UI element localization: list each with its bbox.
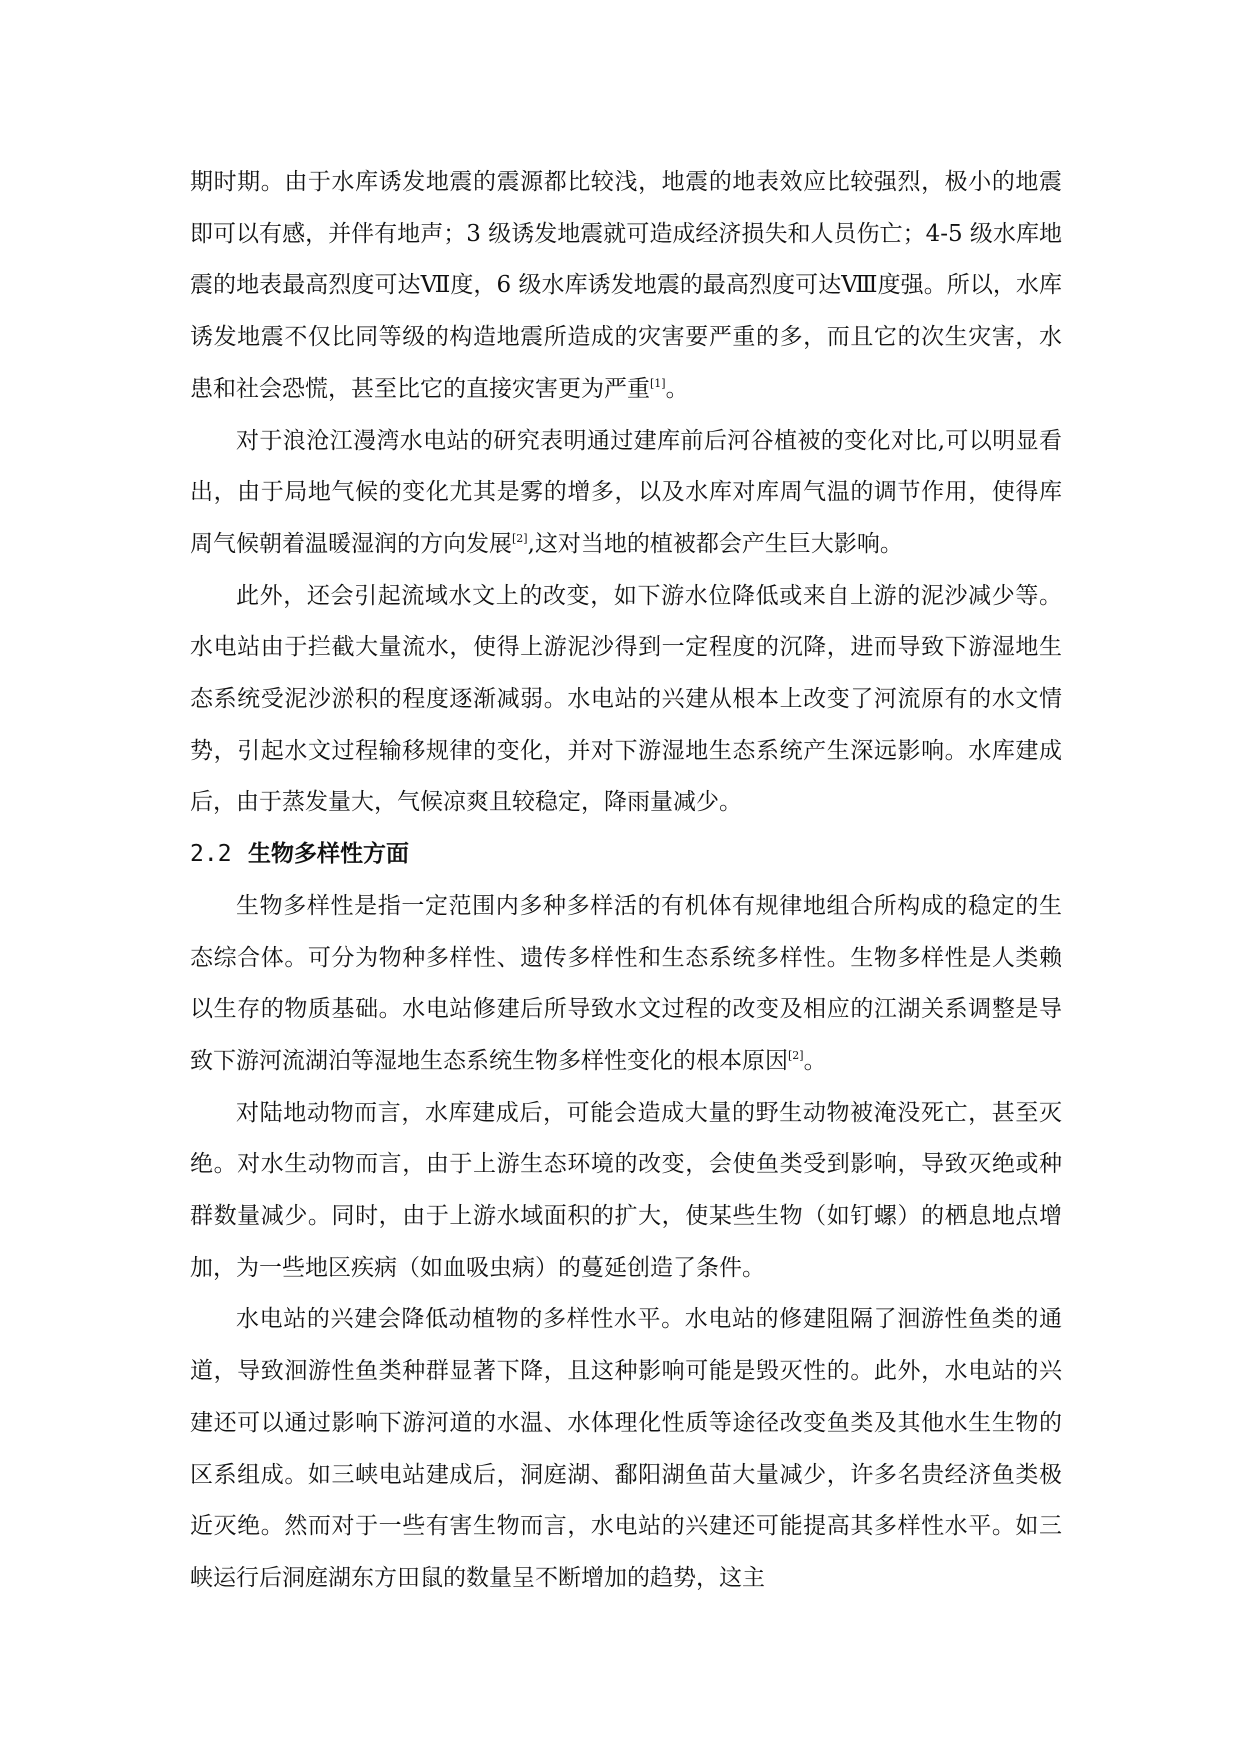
paragraph-text: 对陆地动物而言，水库建成后，可能会造成大量的野生动物被淹没死亡，甚至灭绝。对水生动物而言，由于上游生态环境的改变，会使鱼类受到影响，导致灭绝或种群数量减少。同时，由于上游水域面积的扩大，使某些生物（如钉螺）的栖息地点增加，为一些地区疾病（如血吸虫病）的蔓延创造了条件。 [190, 1099, 1062, 1281]
paragraph-text: 水电站的兴建会降低动植物的多样性水平。水电站的修建阻隔了洄游性鱼类的通道，导致洄游性鱼类种群显著下降，且这种影响可能是毁灭性的。此外，水电站的兴建还可以通过影响下游河道的水温、水体理化性质等途径改变鱼类及其他水生生物的区系组成。如三峡电站建成后，洞庭湖、鄱阳湖鱼苗大量减少，许多名贵经济鱼类极近灭绝。然而对于一些有害生物而言，水电站的兴建还可能提高其多样性水平。如三峡运行后洞庭湖东方田鼠的数量呈不断增加的趋势，这主 [190, 1306, 1062, 1591]
paragraph-tail: 。 [665, 375, 689, 402]
paragraph [190, 571, 1062, 830]
paragraph [190, 416, 1062, 571]
paragraph-tail: 。 [803, 1047, 827, 1074]
paragraph-text: 生物多样性是指一定范围内多种多样活的有机体有规律地组合所构成的稳定的生态综合体。可分为物种多样性、遗传多样性和生态系统多样性。生物多样性是人类赖以生存的物质基础。水电站修建后所导致水文过程的改变及相应的江湖关系调整是导致下游河流湖泊等湿地生态系统生物多样性变化的根本原因 [190, 892, 1062, 1074]
document-page [190, 157, 1062, 1605]
paragraph [190, 1294, 1062, 1604]
paragraph-text: 期时期。由于水库诱发地震的震源都比较浅，地震的地表效应比较强烈，极小的地震即可以有感，并伴有地声；3 级诱发地震就可造成经济损失和人员伤亡；4-5 级水库地震的地表最高烈度可达Ⅶ度，6 级水库诱发地震的最高烈度可达Ⅷ度强。所以，水库诱发地震不仅比同等级的构造地震所造成的灾害要严重的多，而且它的次生灾害，水患和社会恐慌，甚至比它的直接灾害更为严重 [190, 169, 1062, 402]
paragraph-continued [190, 157, 1062, 416]
citation-marker: [1] [650, 376, 666, 390]
paragraph [190, 881, 1062, 1088]
paragraph [190, 1088, 1062, 1295]
paragraph-text: 此外，还会引起流域水文上的改变，如下游水位降低或来自上游的泥沙减少等。水电站由于拦截大量流水，使得上游泥沙得到一定程度的沉降，进而导致下游湿地生态系统受泥沙淤积的程度逐渐减弱。水电站的兴建从根本上改变了河流原有的水文情势，引起水文过程输移规律的变化，并对下游湿地生态系统产生深远影响。水库建成后，由于蒸发量大，气候凉爽且较稳定，降雨量减少。 [190, 582, 1062, 816]
section-title: 生物多样性方面 [248, 841, 409, 868]
citation-marker: [2] [512, 531, 528, 545]
citation-marker: [2] [788, 1048, 804, 1062]
paragraph-tail: ,这对当地的植被都会产生巨大影响。 [527, 530, 903, 557]
paragraph-text: 对于浪沧江漫湾水电站的研究表明通过建库前后河谷植被的变化对比,可以明显看出，由于局地气候的变化尤其是雾的增多，以及水库对库周气温的调节作用，使得库周气候朝着温暖湿润的方向发展 [190, 427, 1062, 557]
section-heading [190, 829, 1062, 881]
section-number: 2.2 [190, 841, 232, 868]
